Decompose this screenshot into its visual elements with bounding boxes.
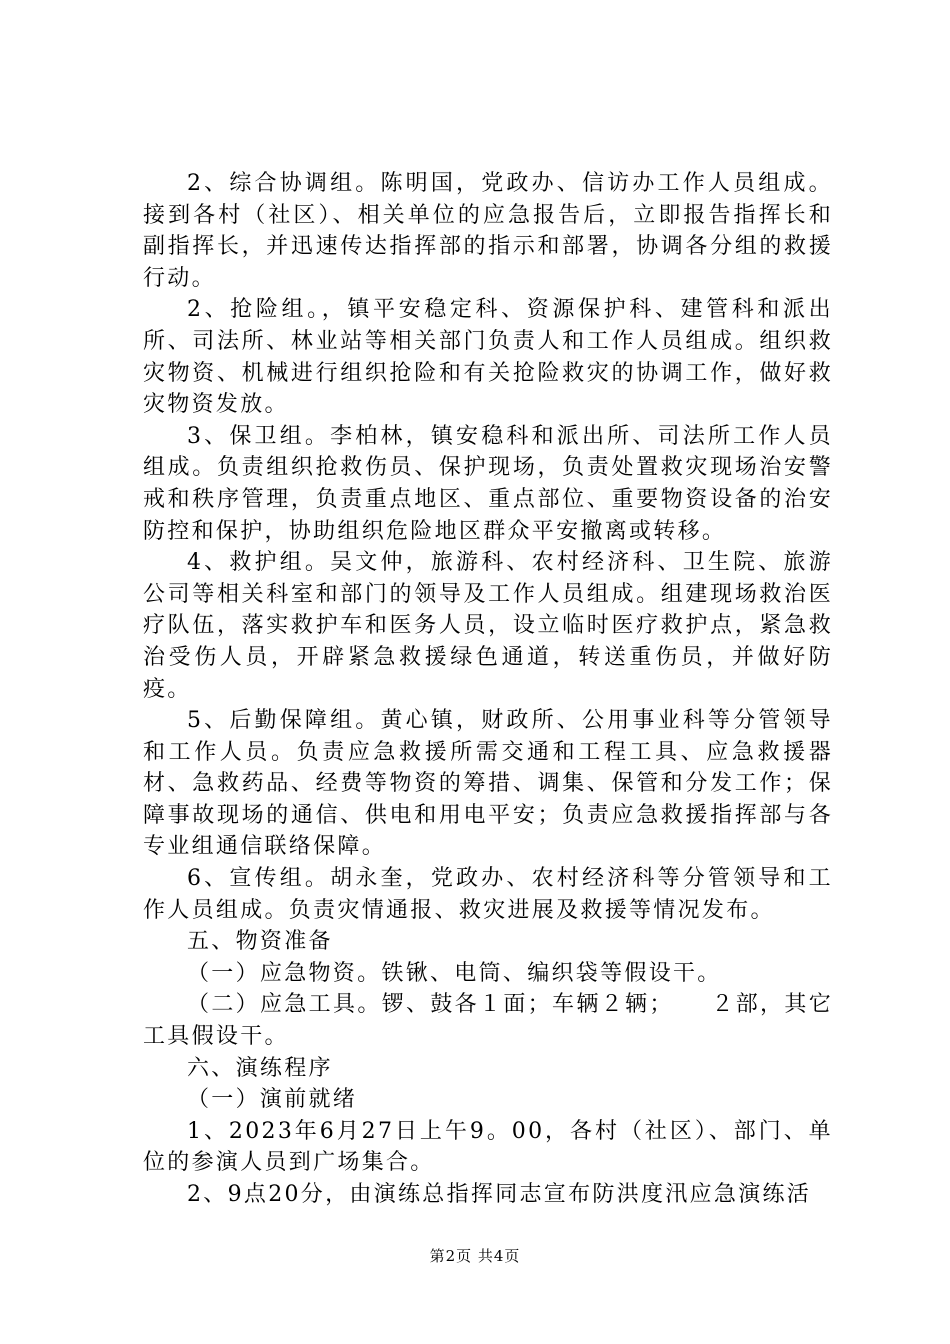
paragraph-logistics-group: 5、后勤保障组。黄心镇，财政所、公用事业科等分管领导和工作人员。负责应急救援所需交通和工程工具、应急救援器材、急救药品、经费等物资的筹措、调集、保管和分发工作；保障事故现场的通信、供电和用电平安；负责应急救援指挥部与各专业组通信联络保障。 (143, 708, 833, 860)
document-body (143, 168, 833, 1211)
paragraph-medical-group: 4、救护组。吴文仲，旅游科、农村经济科、卫生院、旅游公司等相关科室和部门的领导及工作人员组成。组建现场救治医疗队伍，落实救护车和医务人员，设立临时医疗救护点，紧急救治受伤人员，开辟紧急救援绿色通道，转送重伤员，并做好防疫。 (143, 550, 833, 702)
paragraph-announcement: 2、9点20分，由演练总指挥同志宣布防洪度汛应急演练活 (187, 1182, 812, 1207)
section-heading-drill-procedure: 六、演练程序 (187, 1055, 333, 1081)
paragraph-emergency-tools: （二）应急工具。锣、鼓各１面；车辆２辆； ２部，其它工具假设干。 (143, 992, 833, 1050)
page-footer: 第2页 共4页 (429, 1247, 521, 1265)
paragraph-coordination-group: 2、综合协调组。陈明国，党政办、信访办工作人员组成。接到各村（社区）、相关单位的应急报告后，立即报告指挥长和副指挥长，并迅速传达指挥部的指示和部署，协调各分组的救援行动。 (143, 171, 833, 291)
subheading-pre-drill: （一）演前就绪 (187, 1087, 358, 1113)
section-heading-materials: 五、物资准备 (187, 929, 333, 955)
paragraph-rescue-group: 2、抢险组。，镇平安稳定科、资源保护科、建管科和派出所、司法所、林业站等相关部门负责人和工作人员组成。组织救灾物资、机械进行组织抢险和有关抢险救灾的协调工作，做好救灾物资发放。 (143, 297, 833, 418)
paragraph-publicity-group: 6、宣传组。胡永奎，党政办、农村经济科等分管领导和工作人员组成。负责灾情通报、救灾进展及救援等情况发布。 (143, 866, 833, 923)
paragraph-emergency-materials: （一）应急物资。铁锹、电筒、编织袋等假设干。 (187, 960, 722, 986)
paragraph-security-group: 3、保卫组。李柏林，镇安稳科和派出所、司法所工作人员组成。负责组织抢救伤员、保护现场，负责处置救灾现场治安警戒和秩序管理，负责重点地区、重点部位、重要物资设备的治安防控和保护，协助组织危险地区群众平安撤离或转移。 (143, 423, 833, 544)
paragraph-assembly: 1、2023年6月27日上午9。00，各村（社区）、部门、单位的参演人员到广场集合。 (143, 1118, 833, 1176)
